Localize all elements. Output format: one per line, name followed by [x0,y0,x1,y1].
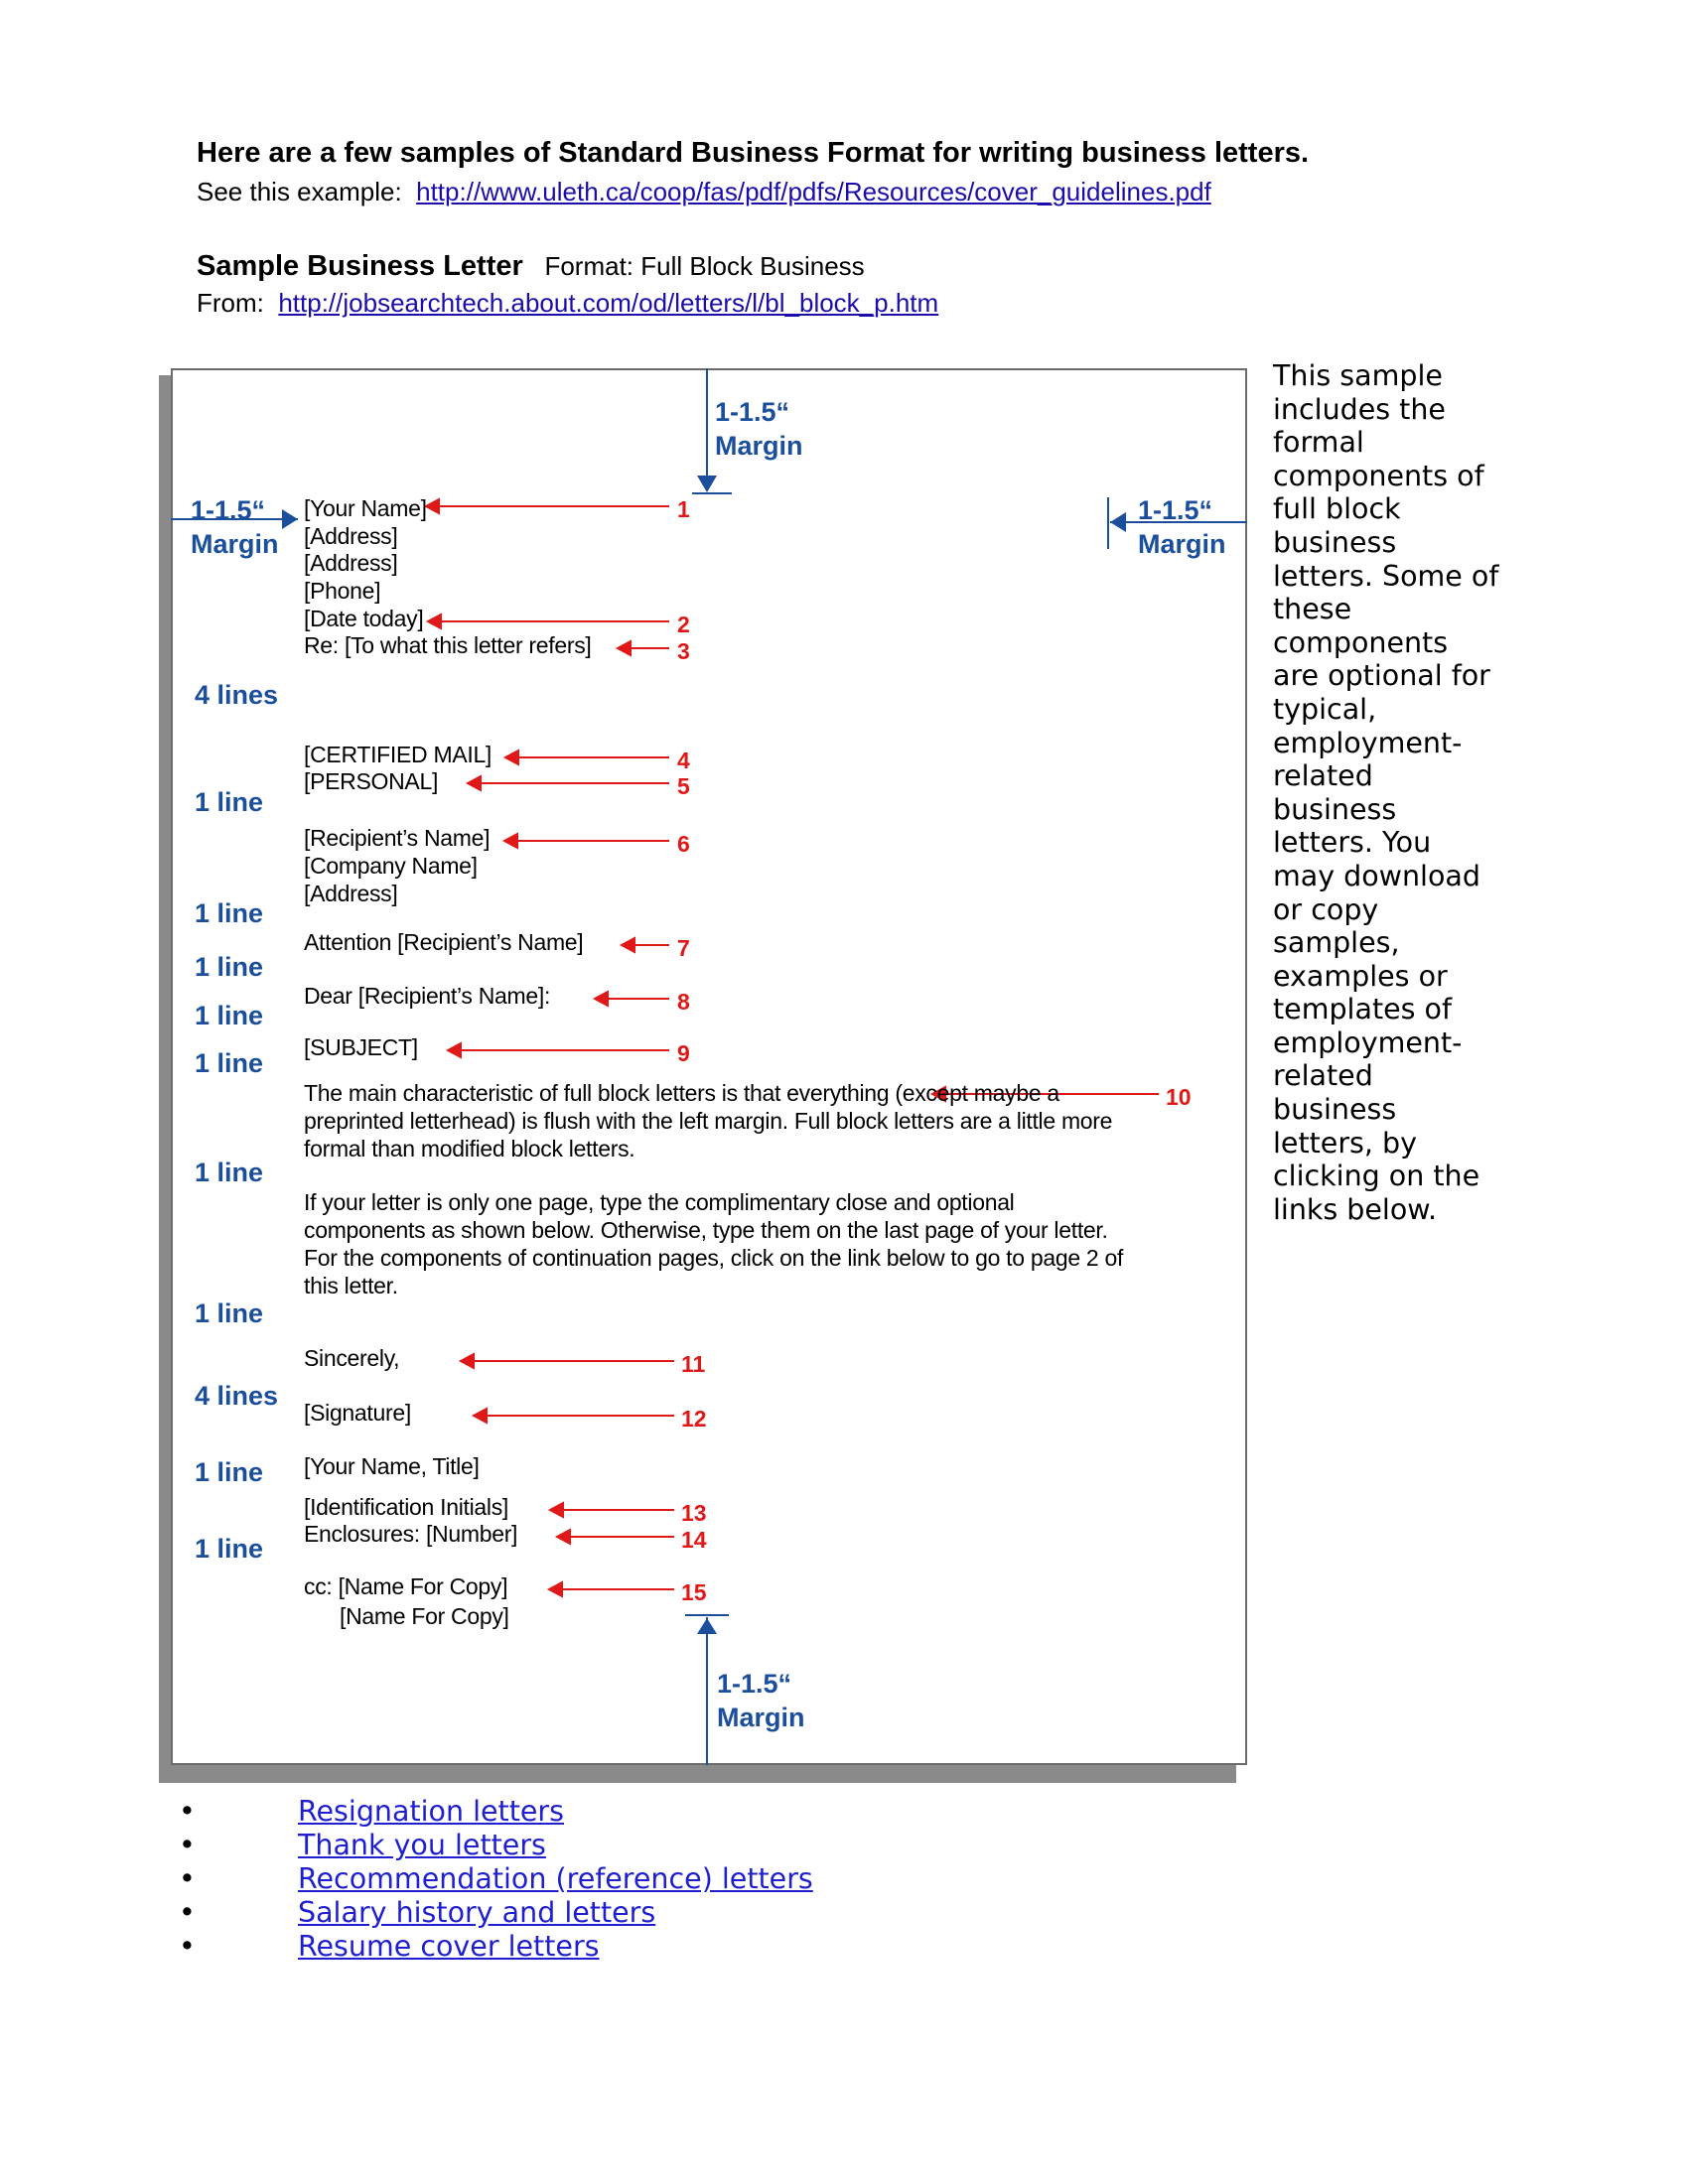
letter-enclosures: Enclosures: [Number] [304,1521,518,1547]
list-item [179,1896,813,1930]
right-margin-arrow [1110,512,1126,532]
callout-number: 7 [677,935,690,961]
bullet-icon: • [179,1930,196,1963]
letter-address: [Address] [304,550,398,576]
letter-personal: [PERSONAL] [304,768,439,794]
left-margin-label: 1-1.5“ Margin [191,495,279,559]
letter-paragraph-2: If your letter is only one page, type the complimentary close and optional components as shown below. Otherwise, type them on the last page of your letter. For the components of continuation pages, click on the link below to go to page 2 of this letter. [304,1189,1124,1298]
page-heading: Here are a few samples of Standard Business Format for writing business letters. [197,137,1310,169]
letter-company: [Company Name] [304,853,478,879]
letter-links-list [179,1795,813,1964]
sample-title: Sample Business Letter [197,250,523,282]
spacing-label: 4 lines [195,680,279,710]
letter-subject: [SUBJECT] [304,1034,418,1060]
callout-number: 11 [681,1351,706,1377]
letter-phone: [Phone] [304,578,381,604]
from-link[interactable]: http://jobsearchtech.about.com/od/letters/l/bl_block_p.htm [278,288,939,318]
arrow-1 [426,499,439,513]
spacing-label: 1 line [195,787,264,817]
letter-attention: Attention [Recipient’s Name] [304,929,584,955]
arrow-8 [595,992,608,1006]
arrow-2 [428,614,441,628]
letter-dear: Dear [Recipient’s Name]: [304,983,551,1009]
bullet-icon: • [179,1829,196,1861]
bullet-icon: • [179,1896,196,1929]
spacing-label: 1 line [195,1298,264,1328]
callout-number: 3 [677,638,690,664]
callout-number: 1 [677,496,690,522]
spacing-label: 1 line [195,1001,264,1030]
spacing-label: 1 line [195,1534,264,1564]
list-item [179,1930,813,1964]
arrow-3 [618,641,631,655]
arrow-5 [468,776,481,790]
arrow-7 [622,938,634,952]
letter-figure [171,368,1247,1765]
sample-format: Format: Full Block Business [544,251,865,281]
arrow-11 [461,1354,474,1368]
callout-number: 13 [681,1500,707,1526]
spacing-label: 4 lines [195,1381,279,1411]
callout-number: 9 [677,1040,690,1066]
callout-number: 12 [681,1406,707,1432]
spacing-label: 1 line [195,1048,264,1078]
letter-recipient: [Recipient’s Name] [304,825,491,851]
letter-cc: cc: [Name For Copy] [304,1573,508,1599]
list-item [179,1795,813,1829]
bottom-margin-arrow [697,1618,717,1634]
letter-cc: [Name For Copy] [340,1603,509,1629]
arrow-15 [549,1582,562,1596]
callout-number: 6 [677,831,690,857]
spacing-label: 1 line [195,1158,264,1187]
letter-address: [Address] [304,881,398,906]
recommendation-letters-link[interactable]: Recommendation (reference) letters [298,1862,813,1895]
callout-number: 4 [677,748,690,773]
letter-date: [Date today] [304,606,424,631]
thank-you-letters-link[interactable]: Thank you letters [298,1829,546,1861]
letter-re: Re: [To what this letter refers] [304,632,592,658]
left-margin-arrow [282,509,298,529]
salary-history-link[interactable]: Salary history and letters [298,1896,656,1929]
from-label: From: [197,288,264,318]
callout-number: 5 [677,773,690,799]
spacing-label: 1 line [195,952,264,982]
top-margin-arrow [697,476,717,492]
letter-paragraph-1: The main characteristic of full block letters is that everything (except maybe a preprinted letterhead) is flush with the left margin. Full block letters are a little more formal than modified block letters. [304,1080,1113,1161]
side-description: This sample includes the formal components of full block business letters. Some of these components are optional for typical, employment-related business letters. You may download or copy samples, examples or templates of employment-related business letters, by clicking on the links below. [1273,359,1499,1226]
arrow-4 [505,751,518,764]
callout-number: 8 [677,989,690,1015]
letter-address: [Address] [304,523,398,549]
callout-number: 2 [677,612,690,637]
see-example-label: See this example: [197,177,402,206]
letter-signature: [Signature] [304,1400,411,1426]
arrow-14 [557,1530,570,1544]
callout-number: 15 [681,1579,707,1605]
spacing-label: 1 line [195,898,264,928]
callout-number: 14 [681,1527,707,1553]
letter-identification: [Identification Initials] [304,1494,509,1520]
callout-number: 10 [1166,1084,1192,1110]
bullet-icon: • [179,1795,196,1828]
from-line [197,288,938,319]
arrow-6 [504,834,517,848]
bullet-icon: • [179,1862,196,1895]
list-item [179,1829,813,1862]
letter-certified: [CERTIFIED MAIL] [304,742,492,767]
arrow-12 [474,1409,487,1423]
see-example-link[interactable]: http://www.uleth.ca/coop/fas/pdf/pdfs/Resources/cover_guidelines.pdf [416,177,1211,206]
letter-your-name: [Your Name] [304,495,427,521]
bottom-margin-label: 1-1.5“ Margin [717,1669,805,1732]
right-margin-label: 1-1.5“ Margin [1138,495,1226,559]
list-item [179,1862,813,1896]
letter-name-title: [Your Name, Title] [304,1453,480,1479]
sample-title-line [197,250,865,283]
letter-sincerely: Sincerely, [304,1345,400,1371]
see-example-line [197,177,1211,207]
arrow-9 [448,1043,461,1057]
top-margin-label: 1-1.5“ Margin [715,397,803,461]
resignation-letters-link[interactable]: Resignation letters [298,1795,564,1828]
resume-cover-letters-link[interactable]: Resume cover letters [298,1930,600,1963]
spacing-label: 1 line [195,1457,264,1487]
arrow-13 [550,1503,563,1517]
